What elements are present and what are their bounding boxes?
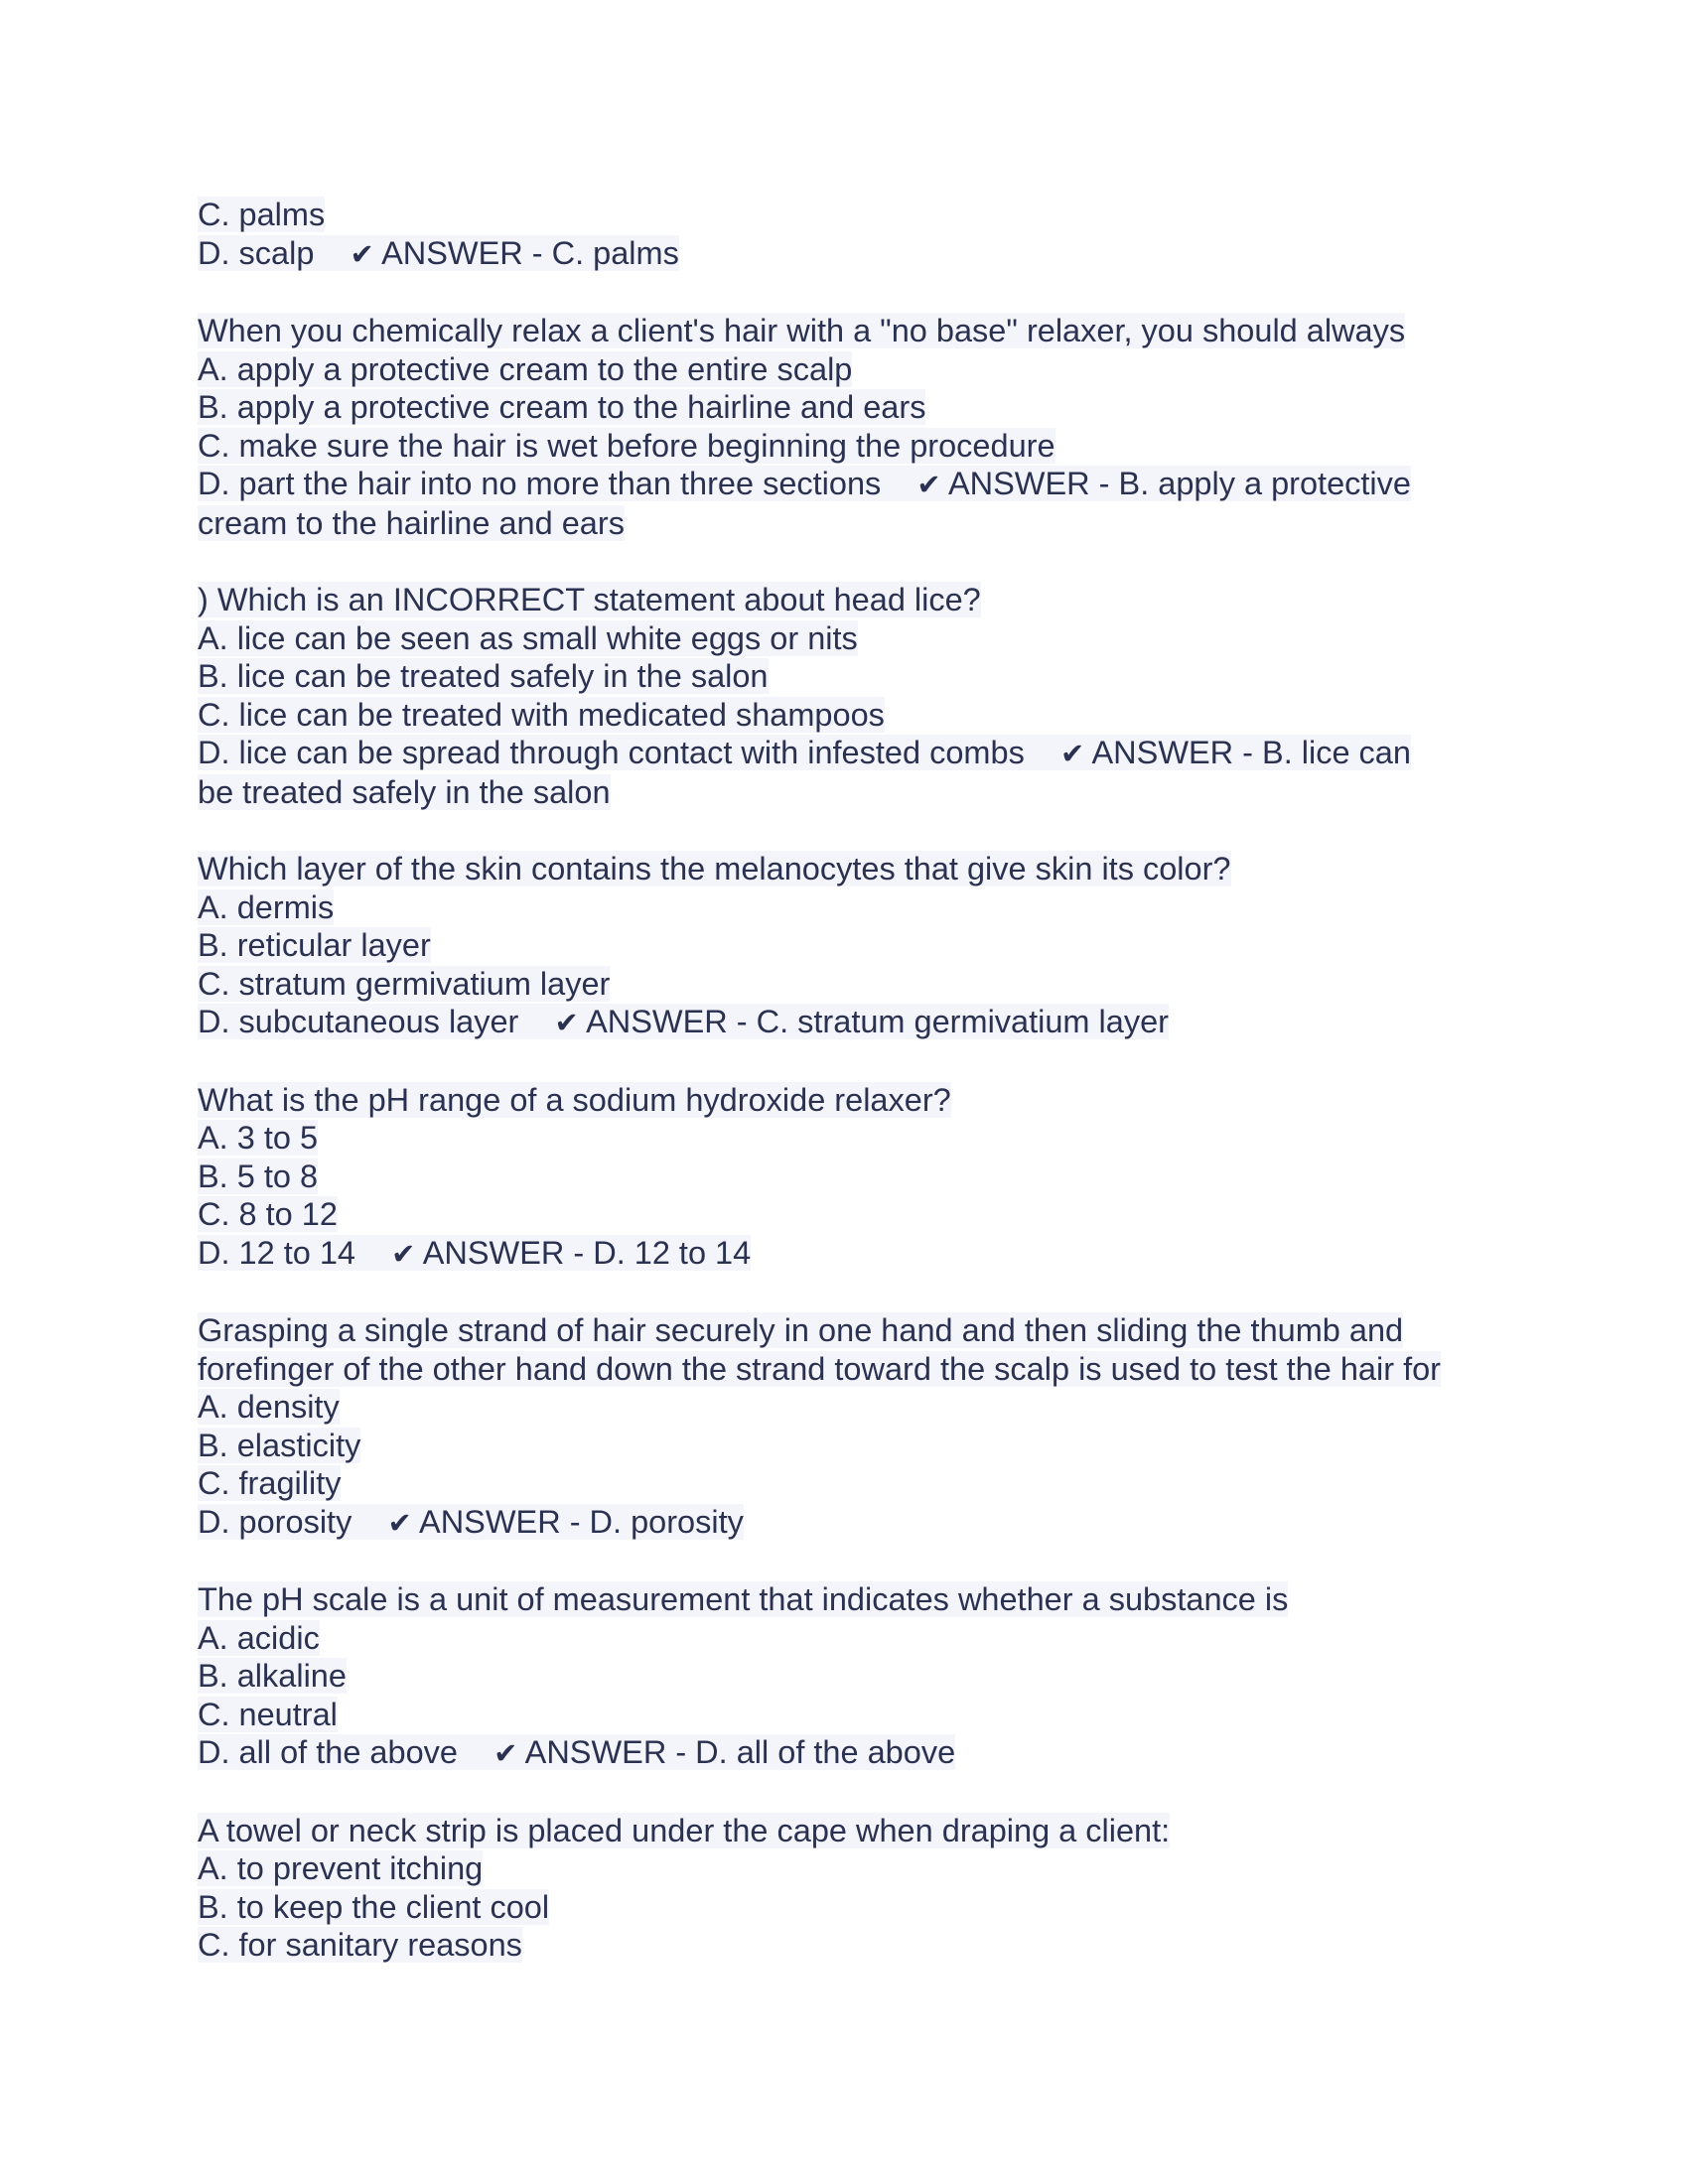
option-b: B. apply a protective cream to the hairline and ears (198, 389, 926, 425)
option-a: A. dermis (198, 888, 335, 925)
option-d: D. all of the above (198, 1734, 458, 1770)
question-text: A towel or neck strip is placed under the cape when draping a client: (198, 1812, 1171, 1848)
checkmark-icon: ✔ (391, 1236, 416, 1271)
checkmark-icon: ✔ (350, 236, 374, 271)
option-a: A. acidic (198, 1619, 320, 1656)
option-b: B. lice can be treated safely in the salon (198, 658, 769, 694)
option-b: B. to keep the client cool (198, 1888, 550, 1925)
answer-text: ANSWER - D. 12 to 14 (422, 1234, 752, 1271)
question-block (198, 1311, 1488, 1542)
option-a: A. to prevent itching (198, 1850, 484, 1886)
question-block (198, 1812, 1488, 1965)
question-text: ) Which is an INCORRECT statement about head lice? (198, 582, 981, 617)
option-b: B. alkaline (198, 1658, 347, 1694)
option-c: C. 8 to 12 (198, 1196, 338, 1232)
answer-text: ANSWER - C. stratum germivatium layer (586, 1004, 1169, 1039)
question-block (198, 581, 1488, 811)
answer-text: ANSWER - D. all of the above (524, 1734, 956, 1770)
checkmark-icon: ✔ (387, 1505, 412, 1540)
option-a: A. density (198, 1389, 340, 1425)
document-page (198, 196, 1488, 1965)
option-a: A. lice can be seen as small white eggs or nits (198, 619, 858, 656)
answer-text: ANSWER - B. lice can (1091, 735, 1411, 770)
answer-text-continued: be treated safely in the salon (198, 773, 611, 810)
question-text: When you chemically relax a client's hair with a "no base" relaxer, you should always (198, 313, 1406, 348)
checkmark-icon: ✔ (493, 1736, 518, 1770)
checkmark-icon: ✔ (554, 1006, 579, 1039)
option-b: B. reticular layer (198, 927, 431, 963)
question-text: What is the pH range of a sodium hydroxide relaxer? (198, 1081, 951, 1118)
question-text: Which layer of the skin contains the melanocytes that give skin its color? (198, 851, 1231, 887)
option-b: B. elasticity (198, 1427, 361, 1463)
option-c: C. neutral (198, 1696, 338, 1732)
option-c: C. fragility (198, 1465, 342, 1501)
option-d: D. subcutaneous layer (198, 1004, 519, 1039)
option-c: C. stratum germivatium layer (198, 965, 611, 1002)
checkmark-icon: ✔ (916, 468, 941, 501)
option-d: D. scalp (198, 234, 315, 271)
checkmark-icon: ✔ (1059, 737, 1085, 770)
question-text: Grasping a single strand of hair securely in one hand and then sliding the thumb and (198, 1312, 1404, 1348)
option-d: D. lice can be spread through contact with infested combs (198, 735, 1025, 770)
question-text: The pH scale is a unit of measurement that indicates whether a substance is (198, 1581, 1289, 1617)
option-a: A. apply a protective cream to the entire scalp (198, 350, 853, 387)
option-b: B. 5 to 8 (198, 1158, 319, 1194)
option-a: A. 3 to 5 (198, 1120, 319, 1156)
option-d: D. porosity (198, 1503, 352, 1540)
question-block (198, 1081, 1488, 1274)
option-c: C. make sure the hair is wet before beginning the procedure (198, 427, 1055, 464)
option-c: C. palms (198, 197, 326, 232)
option-c: C. lice can be treated with medicated shampoos (198, 696, 885, 733)
option-d: D. part the hair into no more than three sections (198, 466, 882, 501)
question-block (198, 312, 1488, 542)
option-c: C. for sanitary reasons (198, 1927, 522, 1963)
option-d: D. 12 to 14 (198, 1234, 355, 1271)
question-text-continued: forefinger of the other hand down the strand toward the scalp is used to test the hair for (198, 1350, 1441, 1387)
question-block (198, 1580, 1488, 1773)
question-carryover (198, 196, 1488, 273)
answer-text-continued: cream to the hairline and ears (198, 504, 625, 541)
answer-text: ANSWER - D. porosity (419, 1503, 744, 1540)
question-block (198, 850, 1488, 1042)
answer-text: ANSWER - B. apply a protective (947, 466, 1411, 501)
answer-text: ANSWER - C. palms (381, 234, 679, 271)
